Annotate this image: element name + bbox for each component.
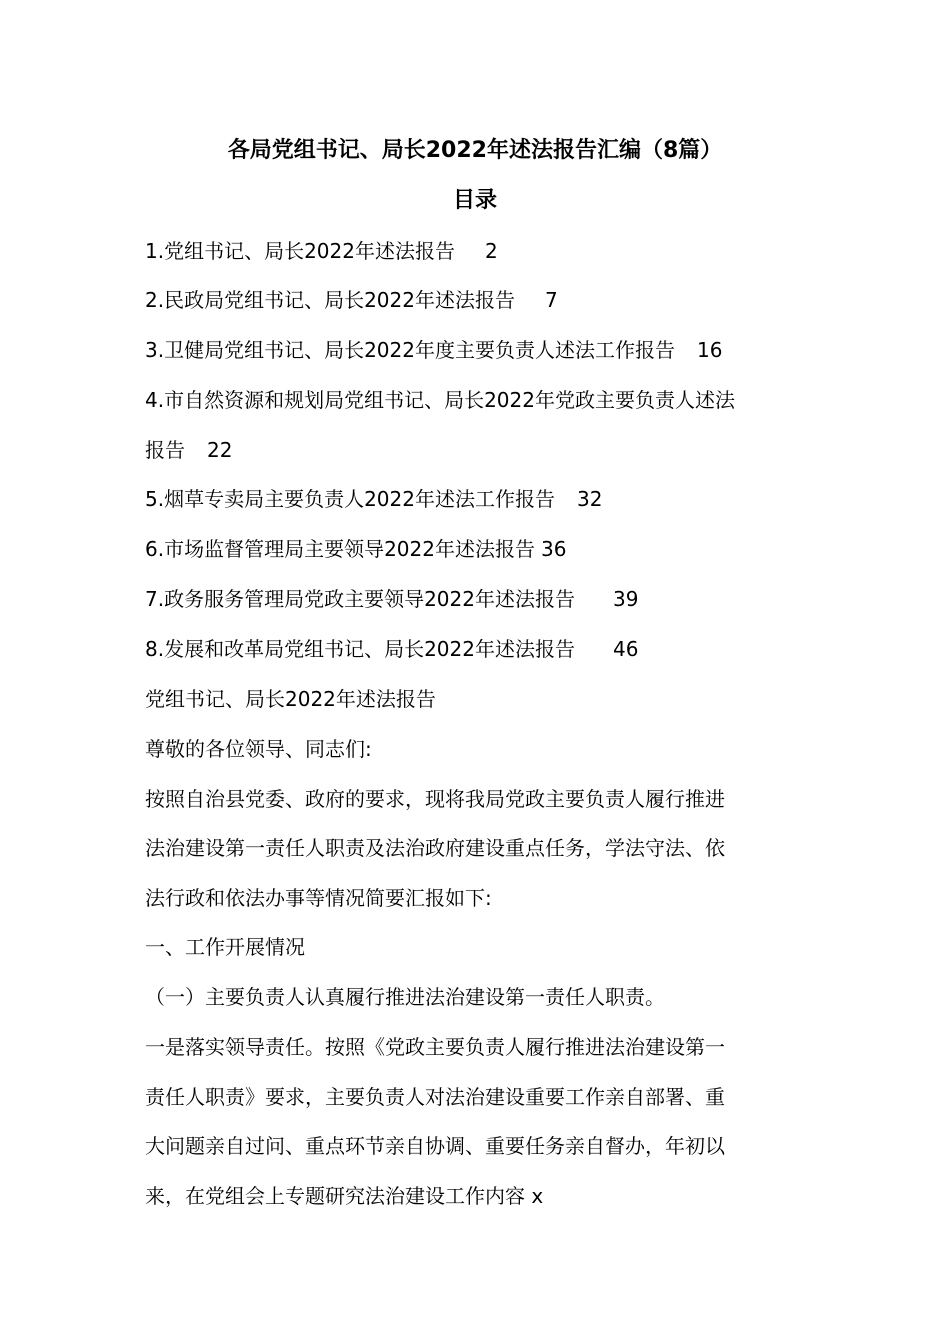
- toc-entry-text: 7.政务服务管理局党政主要领导2022年述法报告: [145, 587, 575, 611]
- toc-entry-text: 报告: [145, 438, 185, 462]
- section-title: 党组书记、局长2022年述法报告: [145, 687, 436, 711]
- toc-entry-page: 22: [207, 438, 233, 462]
- toc-entry-text: 5.烟草专卖局主要负责人2022年述法工作报告: [145, 487, 555, 511]
- toc-entry: [145, 385, 735, 415]
- paragraph-line: 法治建设第一责任人职责及法治政府建设重点任务，学法守法、依: [145, 836, 725, 860]
- toc-heading: 目录: [452, 188, 497, 213]
- toc-entry-text: 3.卫健局党组书记、局长2022年度主要负责人述法工作报告: [145, 338, 675, 362]
- paragraph-line: 法行政和依法办事等情况简要汇报如下:: [145, 886, 492, 910]
- toc-entry-text: 6.市场监督管理局主要领导2022年述法报告: [145, 537, 535, 561]
- toc-entry-page: 2: [484, 239, 498, 263]
- salutation: 尊敬的各位领导、同志们:: [145, 737, 372, 761]
- toc-entry-text: 4.市自然资源和规划局党组书记、局长2022年党政主要负责人述法: [145, 388, 735, 412]
- toc-entry-page: 39: [612, 587, 639, 611]
- toc-entry-text: 1.党组书记、局长2022年述法报告: [145, 239, 455, 263]
- toc-entry-page: 32: [576, 487, 603, 511]
- toc-entry-page: 16: [696, 338, 723, 362]
- toc-entry: [145, 236, 498, 266]
- document-title: 各局党组书记、局长2022年述法报告汇编（8篇）: [227, 138, 723, 163]
- toc-entry: [145, 584, 638, 614]
- toc-entry: [145, 534, 566, 564]
- toc-entry-page: 36: [540, 537, 567, 561]
- subsection-heading: （一）主要负责人认真履行推进法治建设第一责任人职责。: [145, 985, 665, 1009]
- paragraph-line: 大问题亲自过问、重点环节亲自协调、重要任务亲自督办，年初以: [145, 1134, 725, 1158]
- paragraph-line: 来，在党组会上专题研究法治建设工作内容 x: [145, 1184, 544, 1208]
- paragraph-line: 一是落实领导责任。按照《党政主要负责人履行推进法治建设第一: [145, 1035, 725, 1059]
- toc-entry-text: 2.民政局党组书记、局长2022年述法报告: [145, 288, 515, 312]
- paragraph-line: 责任人职责》要求，主要负责人对法治建设重要工作亲自部署、重: [145, 1085, 725, 1109]
- toc-entry: [145, 285, 558, 315]
- toc-entry: [145, 435, 232, 465]
- toc-entry-text: 8.发展和改革局党组书记、局长2022年述法报告: [145, 637, 575, 661]
- toc-entry: [145, 484, 602, 514]
- toc-entry: [145, 335, 722, 365]
- toc-entry-page: 7: [544, 288, 558, 312]
- section-heading: 一、工作开展情况: [145, 935, 305, 959]
- toc-entry: [145, 634, 638, 664]
- paragraph-line: 按照自治县党委、政府的要求，现将我局党政主要负责人履行推进: [145, 787, 725, 811]
- toc-entry-page: 46: [612, 637, 639, 661]
